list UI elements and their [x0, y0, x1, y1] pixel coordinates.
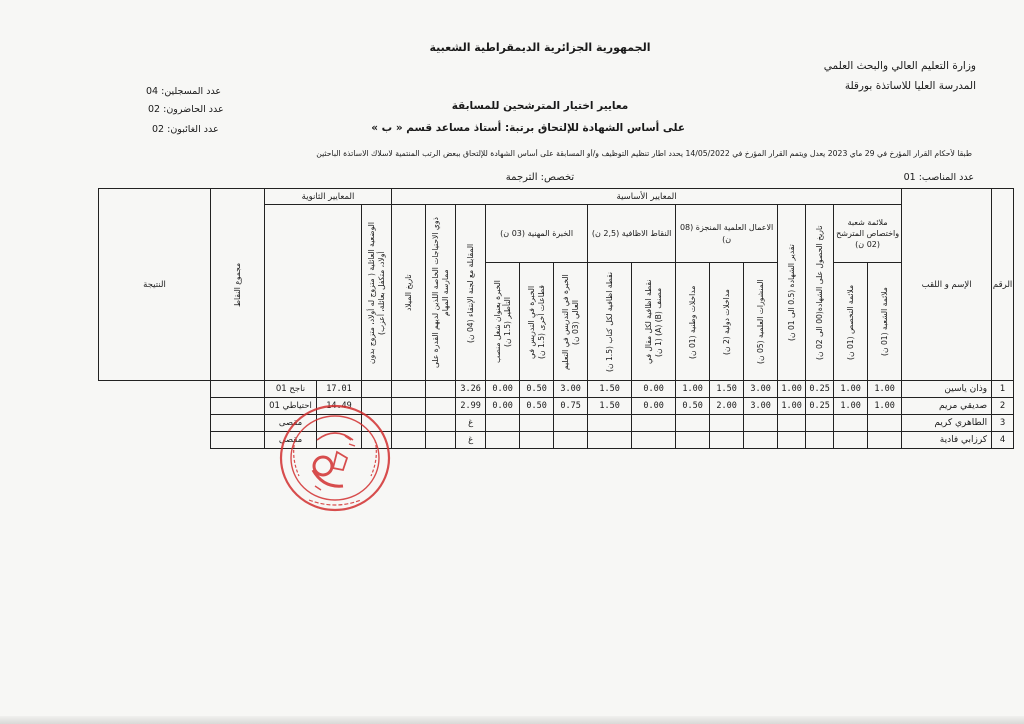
- notes-cell: [211, 381, 265, 398]
- exp-higher-cell: 3.00: [554, 381, 588, 398]
- disabled-cell: [426, 398, 456, 415]
- exp-other-header: الخبرة في التدريس في قطاعات أخرى (1.5 ن): [526, 284, 546, 359]
- conf-nat-cell: 0.50: [676, 398, 710, 415]
- criteria-title: معايير اختيار المترشحين للمسابقة: [451, 100, 629, 112]
- total-cell: 17.01: [317, 381, 362, 398]
- disabled-cell: [426, 381, 456, 398]
- publications-cell: 3.00: [744, 398, 778, 415]
- date-header: تاريخ الحصول على الشهادة(00 الى 02 ن): [814, 225, 824, 360]
- family-status-cell: [362, 381, 392, 398]
- rank-cell: 2: [992, 398, 1014, 415]
- page-bottom-edge: [0, 716, 1024, 724]
- rank-cell: 1: [992, 381, 1014, 398]
- interview-cell: غ: [456, 432, 486, 449]
- interview-header: المقابلة مع لجنة الإنتقاء (04 ن): [465, 242, 475, 343]
- works-header: الاعمال العلمية المنجزة (08 ن): [676, 205, 778, 263]
- interview-cell: غ: [456, 415, 486, 432]
- table-row: [99, 432, 1014, 449]
- exp-higher-cell: 0.75: [554, 398, 588, 415]
- table-row: [99, 415, 1014, 432]
- rank-header: الرقم: [992, 189, 1014, 381]
- fit-branch-cell: 1.00: [868, 381, 902, 398]
- publications-cell: 3.00: [744, 381, 778, 398]
- grade-header: تقدير الشهادة (0.5 الى 01 ن): [786, 244, 796, 341]
- decree-text: طبقا لأحكام القرار المؤرخ في 29 ماي 2023 يعدل ويتمم القرار المؤرخ في 14/05/2022 يحدد اطار تنظيم التوظيف و/أو المسابقة على أساس الشهادة للإلتحاق ببعض الرتب المنتمية لاسلاك الاساتذة الباحثين: [316, 149, 972, 158]
- date-cell: 0.25: [806, 398, 834, 415]
- republic-title: الجمهورية الجزائرية الديمقراطية الشعبية: [429, 41, 651, 54]
- present-count: عدد الحاضرون: 02: [148, 104, 224, 115]
- registered-count: عدد المسجلين: 04: [146, 86, 222, 97]
- exp-job-cell: 0.00: [486, 381, 520, 398]
- fit-spec-cell: 1.00: [834, 398, 868, 415]
- notes-cell: [211, 432, 265, 449]
- extra-article-header: نقطة اظافية لكل مقال في مصنف (B) (A) (1 ن): [643, 279, 663, 364]
- rank-cell: 4: [992, 432, 1014, 449]
- extra-article-cell: 0.00: [632, 381, 676, 398]
- birth-date-cell: [392, 398, 426, 415]
- exp-higher-header: الخبرة في التدريس في التعليم العالي (03 ن): [560, 273, 580, 370]
- extra-book-header: نقطة اظافية لكل كتاب (1.5 ن): [604, 271, 614, 372]
- school-name: المدرسة العليا للاساتذة بورقلة: [844, 80, 976, 92]
- conf-intl-cell: 1.50: [710, 381, 744, 398]
- name-cell: صديقي مريم: [902, 398, 992, 415]
- date-cell: 0.25: [806, 381, 834, 398]
- total-header: مجموع النقاط: [232, 262, 242, 307]
- absent-count: عدد الغائبون: 02: [152, 124, 219, 135]
- fit-spec-cell: 1.00: [834, 381, 868, 398]
- name-cell: وذان ياسين: [902, 381, 992, 398]
- fit-header: ملائمة شعبة واختصاص المترشح (02 ن): [834, 205, 902, 263]
- conf-intl-header: مداخلات دولية (2 ن): [721, 288, 731, 355]
- official-stamp-icon: [275, 400, 395, 515]
- notes-cell: [211, 415, 265, 432]
- experience-header: الخبرة المهنية (03 ن): [486, 205, 588, 263]
- rank-cell: 3: [992, 415, 1014, 432]
- name-header: الإسم و اللقب: [902, 189, 992, 381]
- grade-cell: 1.00: [778, 381, 806, 398]
- conf-intl-cell: 2.00: [710, 398, 744, 415]
- extra-book-cell: 1.50: [588, 398, 632, 415]
- secondary-criteria-header: المعايير الثانوية: [265, 189, 392, 205]
- notes-cell: [211, 398, 265, 415]
- table-row: [99, 381, 1014, 398]
- fit-spec-header: ملائمة التخصص (01 ن): [845, 283, 855, 360]
- name-cell: كرزابي فادية: [902, 432, 992, 449]
- extra-article-cell: 0.00: [632, 398, 676, 415]
- posts-count: عدد المناصب: 01: [903, 172, 974, 183]
- result-cell: مقصى: [265, 432, 317, 449]
- ministry-name: وزارة التعليم العالي والبحث العلمي: [823, 60, 976, 72]
- candidates-table: [98, 188, 1014, 449]
- extra-points-header: النقاط الاظافية (2,5 ن): [588, 205, 676, 263]
- publications-header: المنشورات العلمية (05 ن): [755, 279, 765, 364]
- exp-job-header: الخبرة بعنوان شغل منصب التأطير (1.5 ن): [492, 280, 512, 363]
- result-cell: احتياطي 01: [265, 398, 317, 415]
- criteria-subtitle: على أساس الشهادة للإلتحاق برتبة: أستاذ مساعد قسم « ب »: [371, 122, 685, 134]
- interview-cell: 2.99: [456, 398, 486, 415]
- interview-cell: 3.26: [456, 381, 486, 398]
- conf-nat-header: مداخلات وطنية (01 ن): [687, 284, 697, 359]
- result-cell: ناجح 01: [265, 381, 317, 398]
- table-row: [99, 398, 1014, 415]
- birth-date-cell: [392, 381, 426, 398]
- exp-job-cell: 0.00: [486, 398, 520, 415]
- exp-other-cell: 0.50: [520, 381, 554, 398]
- birth-date-header: تاريخ الميلاد: [403, 274, 413, 311]
- total-cell: 14.49: [317, 398, 362, 415]
- result-cell: مقصى: [265, 415, 317, 432]
- family-status-header: الوضعية العائلية ( متزوج له أولاد، متزوج بدون أولاد، متكفل بعائلة، أعزب): [366, 221, 386, 364]
- basic-criteria-header: المعايير الأساسية: [392, 189, 902, 205]
- fit-branch-header: ملائمة الشعبة (01 ن): [879, 287, 889, 356]
- exp-other-cell: 0.50: [520, 398, 554, 415]
- disabled-header: ذوي الاحتياجات الخاصة اللذين لديهم القدرة على ممارسة المهام: [430, 217, 450, 368]
- grade-cell: 1.00: [778, 398, 806, 415]
- result-header: النتيجة: [99, 189, 211, 381]
- fit-branch-cell: 1.00: [868, 398, 902, 415]
- specialty-label: تخصص: الترجمة: [505, 172, 575, 183]
- name-cell: الطاهري كريم: [902, 415, 992, 432]
- conf-nat-cell: 1.00: [676, 381, 710, 398]
- extra-book-cell: 1.50: [588, 381, 632, 398]
